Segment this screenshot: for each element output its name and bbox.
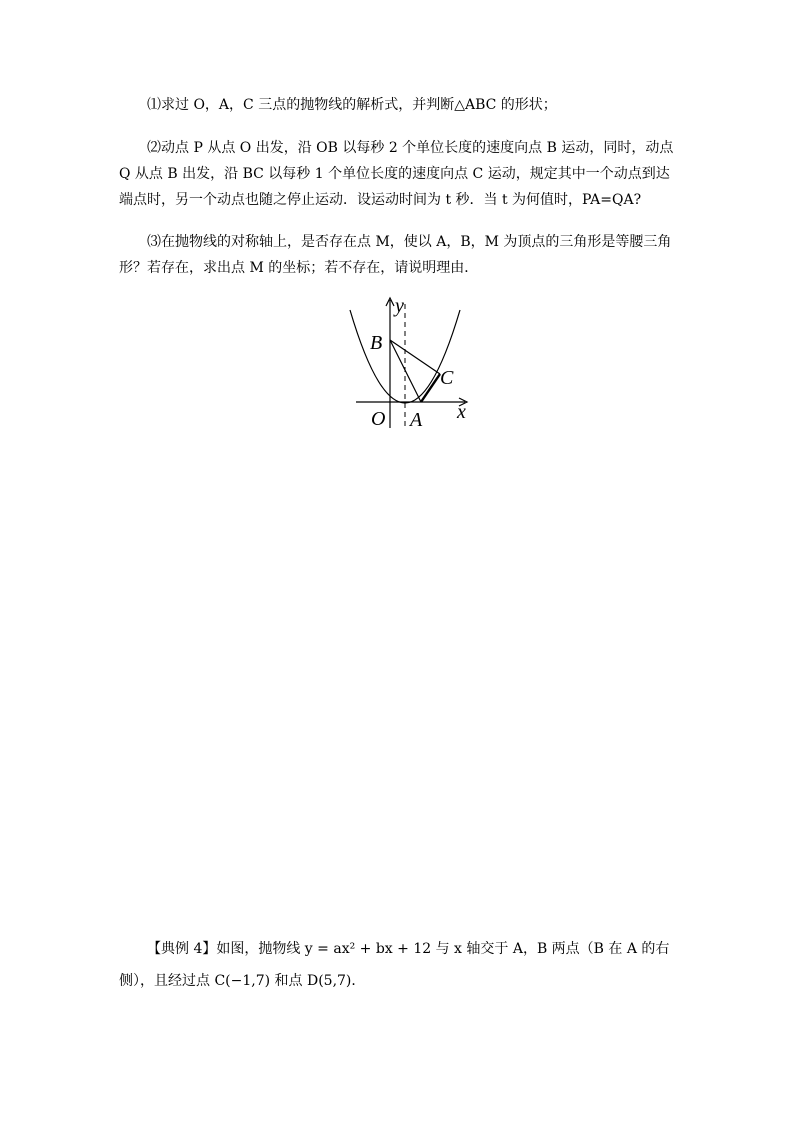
label-x: x [457,401,466,423]
parabola-diagram [343,296,473,432]
label-y: y [395,296,404,317]
parabola-figure [343,296,473,432]
question-1: ⑴求过 O，A，C 三点的抛物线的解析式，并判断△ABC 的形状； [147,97,557,113]
label-origin: O [371,408,386,430]
example-tag: 【典例 4】 [147,941,217,957]
question-2: ⑵动点 P 从点 O 出发，沿 OB 以每秒 2 个单位长度的速度向点 B 运动，同时，动点 Q 从点 B 出发，沿 BC 以每秒 1 个单位长度的速度向点 C 运动，规定其中一个动点到达端点时，另一个动点也随之停止运动．设运动时间为 t 秒．当 t 为何值时，PA=QA? [119,140,674,208]
label-B: B [370,332,383,354]
example-text: 如图，抛物线 y = ax² + bx + 12 与 x 轴交于 A，B 两点（B 在 A 的右侧），且经过点 C(−1,7) 和点 D(5,7)． [119,941,670,989]
segment-BC [390,340,440,374]
label-A: A [410,409,423,431]
segment-AC [421,374,440,402]
label-C: C [440,367,454,389]
example-4 [119,933,679,997]
question-3: ⑶在抛物线的对称轴上，是否存在点 M，使以 A，B，M 为顶点的三角形是等腰三角形？若存在，求出点 M 的坐标；若不存在，请说明理由． [119,234,672,276]
